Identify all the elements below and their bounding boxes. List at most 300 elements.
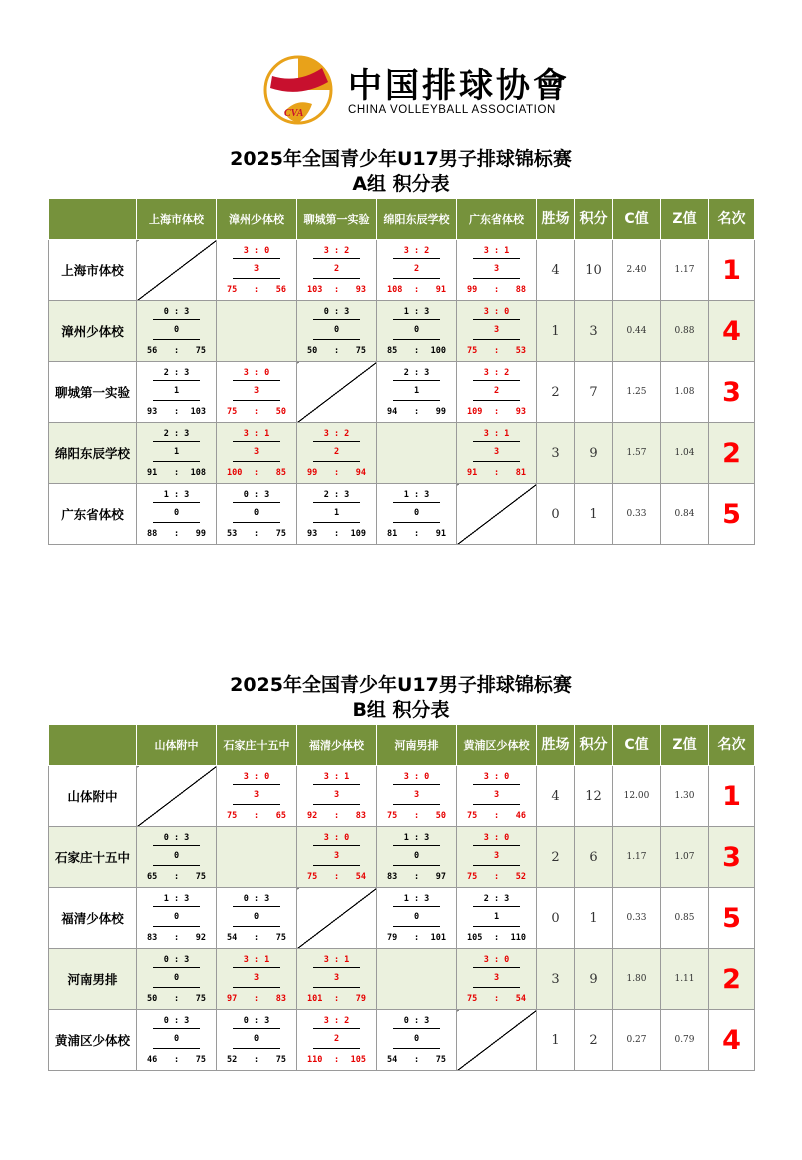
row-team-name: 绵阳东辰学校 — [49, 423, 137, 484]
rally-points-for: 75 — [307, 872, 318, 882]
rally-points-for: 85 — [387, 346, 398, 356]
match-result — [217, 888, 296, 948]
divider — [313, 804, 360, 805]
divider — [233, 967, 280, 968]
divider — [473, 926, 520, 927]
self-match-cell — [137, 766, 217, 827]
rally-points-against: 100 — [430, 346, 446, 356]
rally-points-against: 93 — [515, 407, 526, 417]
row-team-name: 河南男排 — [49, 949, 137, 1010]
divider — [313, 258, 360, 259]
set-score: 1 : 3 — [403, 894, 430, 904]
table-row — [49, 888, 755, 949]
svg-text:CVA: CVA — [284, 108, 304, 119]
rally-points-for: 83 — [387, 872, 398, 882]
z-value: 1.07 — [661, 827, 709, 888]
table-row — [49, 1010, 755, 1071]
match-result-cell — [297, 240, 377, 301]
wins-value: 1 — [537, 301, 575, 362]
match-result-cell — [457, 301, 537, 362]
match-result — [217, 949, 296, 1009]
match-result — [137, 888, 216, 948]
divider — [393, 278, 440, 279]
match-result — [457, 362, 536, 422]
rank-value: 4 — [709, 1010, 755, 1071]
divider — [393, 865, 440, 866]
rally-points-against: 108 — [190, 468, 206, 478]
rally-points-against: 75 — [435, 1055, 446, 1065]
rally-points-for: 75 — [467, 872, 478, 882]
rally-points-against: 79 — [355, 994, 366, 1004]
divider — [313, 339, 360, 340]
points-value: 9 — [575, 949, 613, 1010]
match-result-cell — [377, 362, 457, 423]
match-points: 0 — [413, 325, 420, 335]
rally-points-against: 101 — [430, 933, 446, 943]
rally-points-for: 54 — [227, 933, 238, 943]
match-result — [297, 949, 376, 1009]
rally-separator: : — [333, 1055, 340, 1065]
divider — [393, 522, 440, 523]
rally-separator: : — [253, 468, 260, 478]
match-result — [457, 949, 536, 1009]
divider — [233, 278, 280, 279]
match-points: 0 — [173, 325, 180, 335]
match-result — [137, 484, 216, 544]
header-team: 广东省体校 — [457, 199, 537, 240]
z-value: 1.08 — [661, 362, 709, 423]
rally-points-against: 99 — [435, 407, 446, 417]
points-value: 12 — [575, 766, 613, 827]
header-corner — [49, 725, 137, 766]
rally-separator: : — [413, 811, 420, 821]
rally-points-for: 100 — [227, 468, 243, 478]
match-result-cell — [377, 484, 457, 545]
rally-separator: : — [173, 1055, 180, 1065]
divider — [233, 522, 280, 523]
set-score: 1 : 3 — [403, 833, 430, 843]
match-result — [377, 362, 456, 422]
divider — [153, 502, 200, 503]
divider — [473, 865, 520, 866]
divider — [233, 441, 280, 442]
rally-separator: : — [493, 872, 500, 882]
rally-points-against: 75 — [195, 1055, 206, 1065]
match-result — [137, 362, 216, 422]
match-points: 3 — [493, 447, 500, 457]
rally-separator: : — [333, 994, 340, 1004]
set-score: 3 : 2 — [323, 429, 350, 439]
wins-value: 2 — [537, 362, 575, 423]
match-points: 0 — [413, 1034, 420, 1044]
divider — [153, 845, 200, 846]
divider — [313, 1028, 360, 1029]
rally-points-against: 65 — [275, 811, 286, 821]
rally-points-for: 103 — [307, 285, 323, 295]
rally-points-against: 75 — [275, 933, 286, 943]
divider — [313, 502, 360, 503]
match-result — [457, 240, 536, 300]
rally-points-for: 75 — [227, 407, 238, 417]
table-row — [49, 827, 755, 888]
group-a-score-table — [48, 198, 755, 545]
rally-points-against: 83 — [275, 994, 286, 1004]
divider — [153, 865, 200, 866]
match-result — [377, 484, 456, 544]
divider — [393, 380, 440, 381]
divider — [233, 987, 280, 988]
match-result-cell — [457, 827, 537, 888]
match-result-cell — [137, 888, 217, 949]
match-result-cell — [297, 484, 377, 545]
c-value: 1.17 — [613, 827, 661, 888]
z-value: 0.84 — [661, 484, 709, 545]
header-team: 漳州少体校 — [217, 199, 297, 240]
rally-points-for: 91 — [147, 468, 158, 478]
rally-points-for: 105 — [467, 933, 483, 943]
match-result-cell — [137, 484, 217, 545]
rally-points-for: 109 — [467, 407, 483, 417]
header-z: Z值 — [661, 199, 709, 240]
set-score: 1 : 3 — [163, 490, 190, 500]
match-result-cell — [137, 423, 217, 484]
rally-points-against: 75 — [275, 1055, 286, 1065]
match-result-cell — [217, 484, 297, 545]
match-points: 3 — [253, 447, 260, 457]
rally-separator: : — [253, 994, 260, 1004]
header-team: 河南男排 — [377, 725, 457, 766]
divider — [313, 319, 360, 320]
divider — [233, 926, 280, 927]
match-points: 3 — [493, 973, 500, 983]
match-result — [137, 423, 216, 483]
divider — [153, 1028, 200, 1029]
rally-separator: : — [493, 933, 500, 943]
z-value: 0.79 — [661, 1010, 709, 1071]
divider — [153, 987, 200, 988]
set-score: 2 : 3 — [163, 368, 190, 378]
divider — [313, 461, 360, 462]
match-result-cell — [457, 888, 537, 949]
row-team-name: 广东省体校 — [49, 484, 137, 545]
divider — [153, 319, 200, 320]
rally-points-against: 54 — [355, 872, 366, 882]
divider — [313, 845, 360, 846]
points-value: 1 — [575, 484, 613, 545]
cva-logo — [262, 54, 570, 126]
rally-separator: : — [173, 872, 180, 882]
divider — [473, 906, 520, 907]
header-team: 聊城第一实验 — [297, 199, 377, 240]
match-result-cell — [217, 1010, 297, 1071]
divider — [233, 258, 280, 259]
table-row — [49, 423, 755, 484]
rally-points-for: 110 — [307, 1055, 323, 1065]
set-score: 2 : 3 — [483, 894, 510, 904]
divider — [153, 1048, 200, 1049]
table-row — [49, 240, 755, 301]
rally-points-for: 75 — [387, 811, 398, 821]
set-score: 3 : 0 — [323, 833, 350, 843]
group-b-section — [48, 672, 754, 1071]
match-result-cell — [217, 766, 297, 827]
divider — [313, 522, 360, 523]
match-result-cell — [297, 766, 377, 827]
rally-points-for: 92 — [307, 811, 318, 821]
match-result-cell — [457, 949, 537, 1010]
match-result — [137, 827, 216, 887]
points-value: 2 — [575, 1010, 613, 1071]
match-points: 0 — [173, 912, 180, 922]
rally-points-against: 56 — [275, 285, 286, 295]
match-result — [377, 301, 456, 361]
rally-points-for: 75 — [467, 346, 478, 356]
match-result — [217, 240, 296, 300]
match-result-cell — [377, 766, 457, 827]
divider — [393, 1048, 440, 1049]
rally-points-for: 56 — [147, 346, 158, 356]
group-b-subtitle: B组 积分表 — [352, 699, 450, 721]
c-value: 0.27 — [613, 1010, 661, 1071]
match-points: 0 — [253, 1034, 260, 1044]
match-result — [377, 766, 456, 826]
c-value: 1.25 — [613, 362, 661, 423]
rank-value: 5 — [709, 888, 755, 949]
rally-separator: : — [413, 407, 420, 417]
match-points: 1 — [413, 386, 420, 396]
divider — [393, 926, 440, 927]
divider — [153, 441, 200, 442]
points-value: 9 — [575, 423, 613, 484]
header-wins: 胜场 — [537, 199, 575, 240]
self-match-cell — [297, 362, 377, 423]
self-match-cell — [377, 949, 457, 1010]
divider — [313, 967, 360, 968]
set-score: 3 : 1 — [323, 955, 350, 965]
rally-points-against: 92 — [195, 933, 206, 943]
match-result — [457, 827, 536, 887]
match-result-cell — [297, 827, 377, 888]
rally-separator: : — [413, 1055, 420, 1065]
rally-separator: : — [173, 529, 180, 539]
rally-points-against: 75 — [195, 346, 206, 356]
divider — [233, 1048, 280, 1049]
match-result-cell — [137, 1010, 217, 1071]
divider — [473, 967, 520, 968]
rally-points-against: 75 — [275, 529, 286, 539]
match-points: 1 — [333, 508, 340, 518]
self-match-cell — [137, 240, 217, 301]
divider — [473, 380, 520, 381]
rally-points-against: 91 — [435, 529, 446, 539]
rally-points-against: 50 — [435, 811, 446, 821]
divider — [473, 278, 520, 279]
match-points: 2 — [333, 1034, 340, 1044]
match-result — [297, 301, 376, 361]
match-result-cell — [217, 423, 297, 484]
rally-separator: : — [333, 468, 340, 478]
c-value: 1.80 — [613, 949, 661, 1010]
match-result — [217, 362, 296, 422]
points-value: 6 — [575, 827, 613, 888]
rally-points-for: 52 — [227, 1055, 238, 1065]
rally-points-for: 88 — [147, 529, 158, 539]
rally-separator: : — [413, 529, 420, 539]
match-result-cell — [297, 1010, 377, 1071]
logo-english-name: CHINA VOLLEYBALL ASSOCIATION — [348, 104, 556, 116]
set-score: 2 : 3 — [323, 490, 350, 500]
set-score: 3 : 0 — [243, 772, 270, 782]
wins-value: 0 — [537, 888, 575, 949]
rally-points-against: 52 — [515, 872, 526, 882]
header-team: 上海市体校 — [137, 199, 217, 240]
divider — [153, 926, 200, 927]
match-points: 1 — [173, 447, 180, 457]
match-points: 0 — [253, 912, 260, 922]
set-score: 3 : 1 — [483, 246, 510, 256]
divider — [233, 502, 280, 503]
divider — [153, 906, 200, 907]
rally-points-against: 94 — [355, 468, 366, 478]
rally-points-for: 54 — [387, 1055, 398, 1065]
row-team-name: 聊城第一实验 — [49, 362, 137, 423]
rally-separator: : — [493, 346, 500, 356]
rally-separator: : — [493, 285, 500, 295]
set-score: 3 : 0 — [243, 246, 270, 256]
rally-points-for: 97 — [227, 994, 238, 1004]
match-points: 1 — [173, 386, 180, 396]
header-team: 福清少体校 — [297, 725, 377, 766]
rally-separator: : — [493, 407, 500, 417]
table-row — [49, 766, 755, 827]
rally-points-against: 75 — [195, 994, 206, 1004]
z-value: 1.11 — [661, 949, 709, 1010]
match-points: 3 — [253, 973, 260, 983]
set-score: 3 : 2 — [323, 1016, 350, 1026]
match-result-cell — [297, 949, 377, 1010]
rank-value: 4 — [709, 301, 755, 362]
rally-separator: : — [253, 1055, 260, 1065]
set-score: 3 : 0 — [483, 955, 510, 965]
header-team: 山体附中 — [137, 725, 217, 766]
rally-points-against: 54 — [515, 994, 526, 1004]
rally-separator: : — [253, 407, 260, 417]
rally-points-for: 75 — [227, 285, 238, 295]
wins-value: 0 — [537, 484, 575, 545]
header-row — [49, 725, 755, 766]
rally-points-against: 91 — [435, 285, 446, 295]
rally-points-for: 79 — [387, 933, 398, 943]
rally-separator: : — [333, 346, 340, 356]
rally-points-against: 75 — [355, 346, 366, 356]
rally-points-against: 53 — [515, 346, 526, 356]
group-a-subtitle: A组 积分表 — [352, 173, 450, 195]
header-team: 石家庄十五中 — [217, 725, 297, 766]
rally-separator: : — [493, 811, 500, 821]
match-points: 3 — [493, 790, 500, 800]
divider — [313, 987, 360, 988]
rally-separator: : — [413, 872, 420, 882]
set-score: 0 : 3 — [243, 490, 270, 500]
row-team-name: 福清少体校 — [49, 888, 137, 949]
divider — [393, 804, 440, 805]
divider — [153, 380, 200, 381]
match-points: 0 — [173, 1034, 180, 1044]
row-team-name: 上海市体校 — [49, 240, 137, 301]
rank-value: 3 — [709, 362, 755, 423]
divider — [473, 784, 520, 785]
divider — [153, 461, 200, 462]
set-score: 3 : 0 — [483, 307, 510, 317]
match-points: 3 — [493, 325, 500, 335]
rally-points-for: 108 — [387, 285, 403, 295]
match-points: 0 — [173, 973, 180, 983]
rally-points-for: 46 — [147, 1055, 158, 1065]
group-a-title: 2025年全国青少年U17男子排球锦标赛 — [230, 148, 572, 170]
match-result-cell — [297, 301, 377, 362]
set-score: 1 : 3 — [163, 894, 190, 904]
rally-points-for: 99 — [307, 468, 318, 478]
divider — [153, 400, 200, 401]
divider — [153, 522, 200, 523]
set-score: 3 : 2 — [483, 368, 510, 378]
self-match-cell — [217, 827, 297, 888]
match-result-cell — [377, 827, 457, 888]
rank-value: 3 — [709, 827, 755, 888]
header-wins: 胜场 — [537, 725, 575, 766]
row-team-name: 石家庄十五中 — [49, 827, 137, 888]
match-result-cell — [377, 240, 457, 301]
match-points: 2 — [333, 447, 340, 457]
match-result — [457, 301, 536, 361]
rally-points-for: 75 — [227, 811, 238, 821]
match-result — [457, 888, 536, 948]
divider — [473, 319, 520, 320]
logo-chinese-name: 中国排球协會 — [348, 66, 570, 106]
wins-value: 2 — [537, 827, 575, 888]
match-points: 1 — [493, 912, 500, 922]
row-team-name: 黄浦区少体校 — [49, 1010, 137, 1071]
set-score: 0 : 3 — [163, 1016, 190, 1026]
match-result — [297, 766, 376, 826]
match-result — [457, 766, 536, 826]
match-points: 0 — [413, 851, 420, 861]
match-points: 2 — [333, 264, 340, 274]
match-points: 3 — [333, 973, 340, 983]
c-value: 0.44 — [613, 301, 661, 362]
rally-points-against: 103 — [190, 407, 206, 417]
divider — [473, 845, 520, 846]
group-b-score-table — [48, 724, 755, 1071]
rally-points-for: 93 — [307, 529, 318, 539]
match-result — [137, 301, 216, 361]
divider — [393, 906, 440, 907]
header-corner — [49, 199, 137, 240]
match-result-cell — [457, 240, 537, 301]
divider — [473, 441, 520, 442]
divider — [233, 784, 280, 785]
header-points: 积分 — [575, 199, 613, 240]
points-value: 7 — [575, 362, 613, 423]
table-row — [49, 362, 755, 423]
row-team-name: 漳州少体校 — [49, 301, 137, 362]
rally-separator: : — [253, 811, 260, 821]
rally-points-against: 83 — [355, 811, 366, 821]
z-value: 1.30 — [661, 766, 709, 827]
rally-points-against: 46 — [515, 811, 526, 821]
rally-points-against: 99 — [195, 529, 206, 539]
set-score: 2 : 3 — [403, 368, 430, 378]
